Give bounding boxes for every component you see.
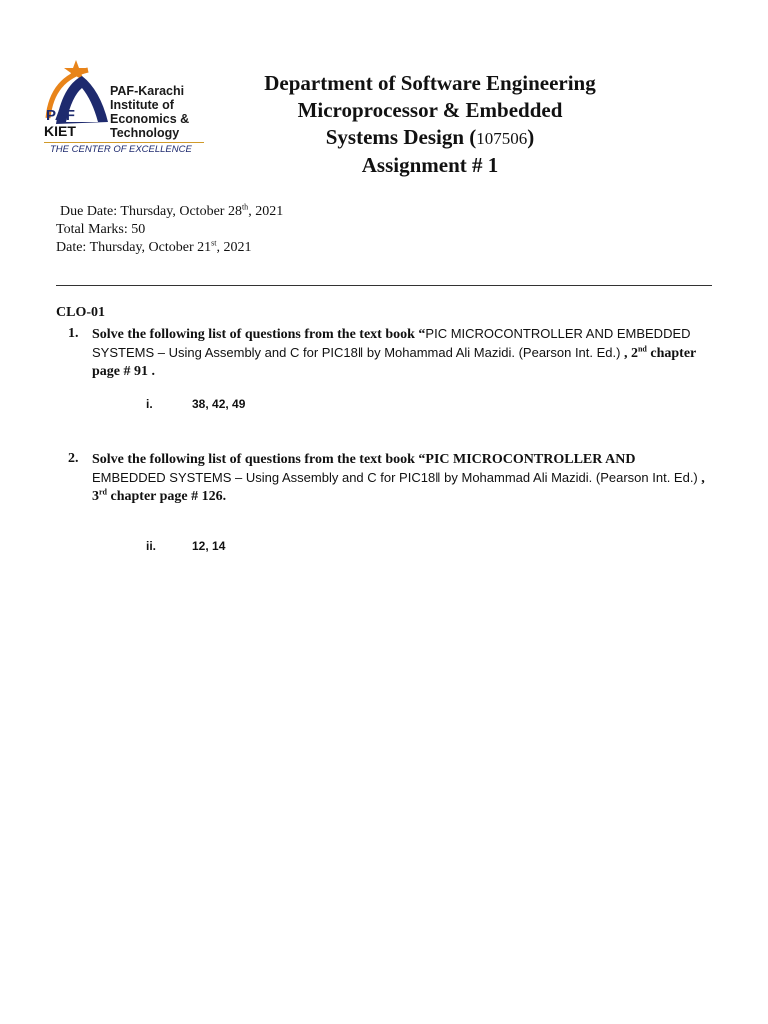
- logo-abbr-paf: PAF: [46, 107, 75, 124]
- logo-tagline: THE CENTER OF EXCELLENCE: [44, 142, 204, 156]
- logo-institute-name: PAF-Karachi Institute of Economics & Technology: [110, 84, 190, 140]
- course-code: 107506: [476, 129, 528, 148]
- question-2-sub: [146, 539, 225, 553]
- horizontal-divider: [56, 285, 712, 286]
- sub-values: 12, 14: [192, 539, 226, 553]
- logo-abbr-kiet: KIET: [44, 123, 76, 139]
- sub-label: i.: [146, 397, 153, 411]
- document-header: [230, 70, 630, 179]
- department-title: Department of Software Engineering: [264, 71, 596, 95]
- question-text: Solve the following list of questions from the text book “PIC MICROCONTROLLER AND EMBEDDED SYSTEMS – Using Assembly and C for PIC18‖ by Mohammad Ali Mazidi. (Pearson Int. Ed.) , 3rd chapter page # 126.: [92, 452, 705, 504]
- sub-values: 38, 42, 49: [192, 397, 246, 411]
- assignment-meta: [56, 203, 283, 257]
- due-date: Due Date: Thursday, October 28th, 2021: [60, 202, 284, 219]
- question-1-sub: [146, 397, 245, 411]
- issue-date: Date: Thursday, October 21st, 2021: [56, 238, 252, 255]
- course-title-line1: Microprocessor & Embedded: [297, 98, 563, 122]
- question-2: [68, 450, 708, 506]
- course-title-line2: Systems Design (107506): [325, 125, 535, 149]
- question-1: [68, 325, 708, 381]
- total-marks: Total Marks: 50: [56, 222, 146, 237]
- assignment-title: Assignment # 1: [361, 153, 499, 177]
- sub-label: ii.: [146, 539, 157, 553]
- clo-heading: CLO-01: [56, 305, 105, 320]
- question-number: 2.: [68, 451, 79, 466]
- institute-logo: [42, 60, 202, 158]
- question-number: 1.: [68, 326, 79, 341]
- question-text: Solve the following list of questions from the text book “PIC MICROCONTROLLER AND EMBEDDED SYSTEMS – Using Assembly and C for PIC18‖ by Mohammad Ali Mazidi. (Pearson Int. Ed.) , 2nd chapter page # 91 .: [92, 326, 696, 379]
